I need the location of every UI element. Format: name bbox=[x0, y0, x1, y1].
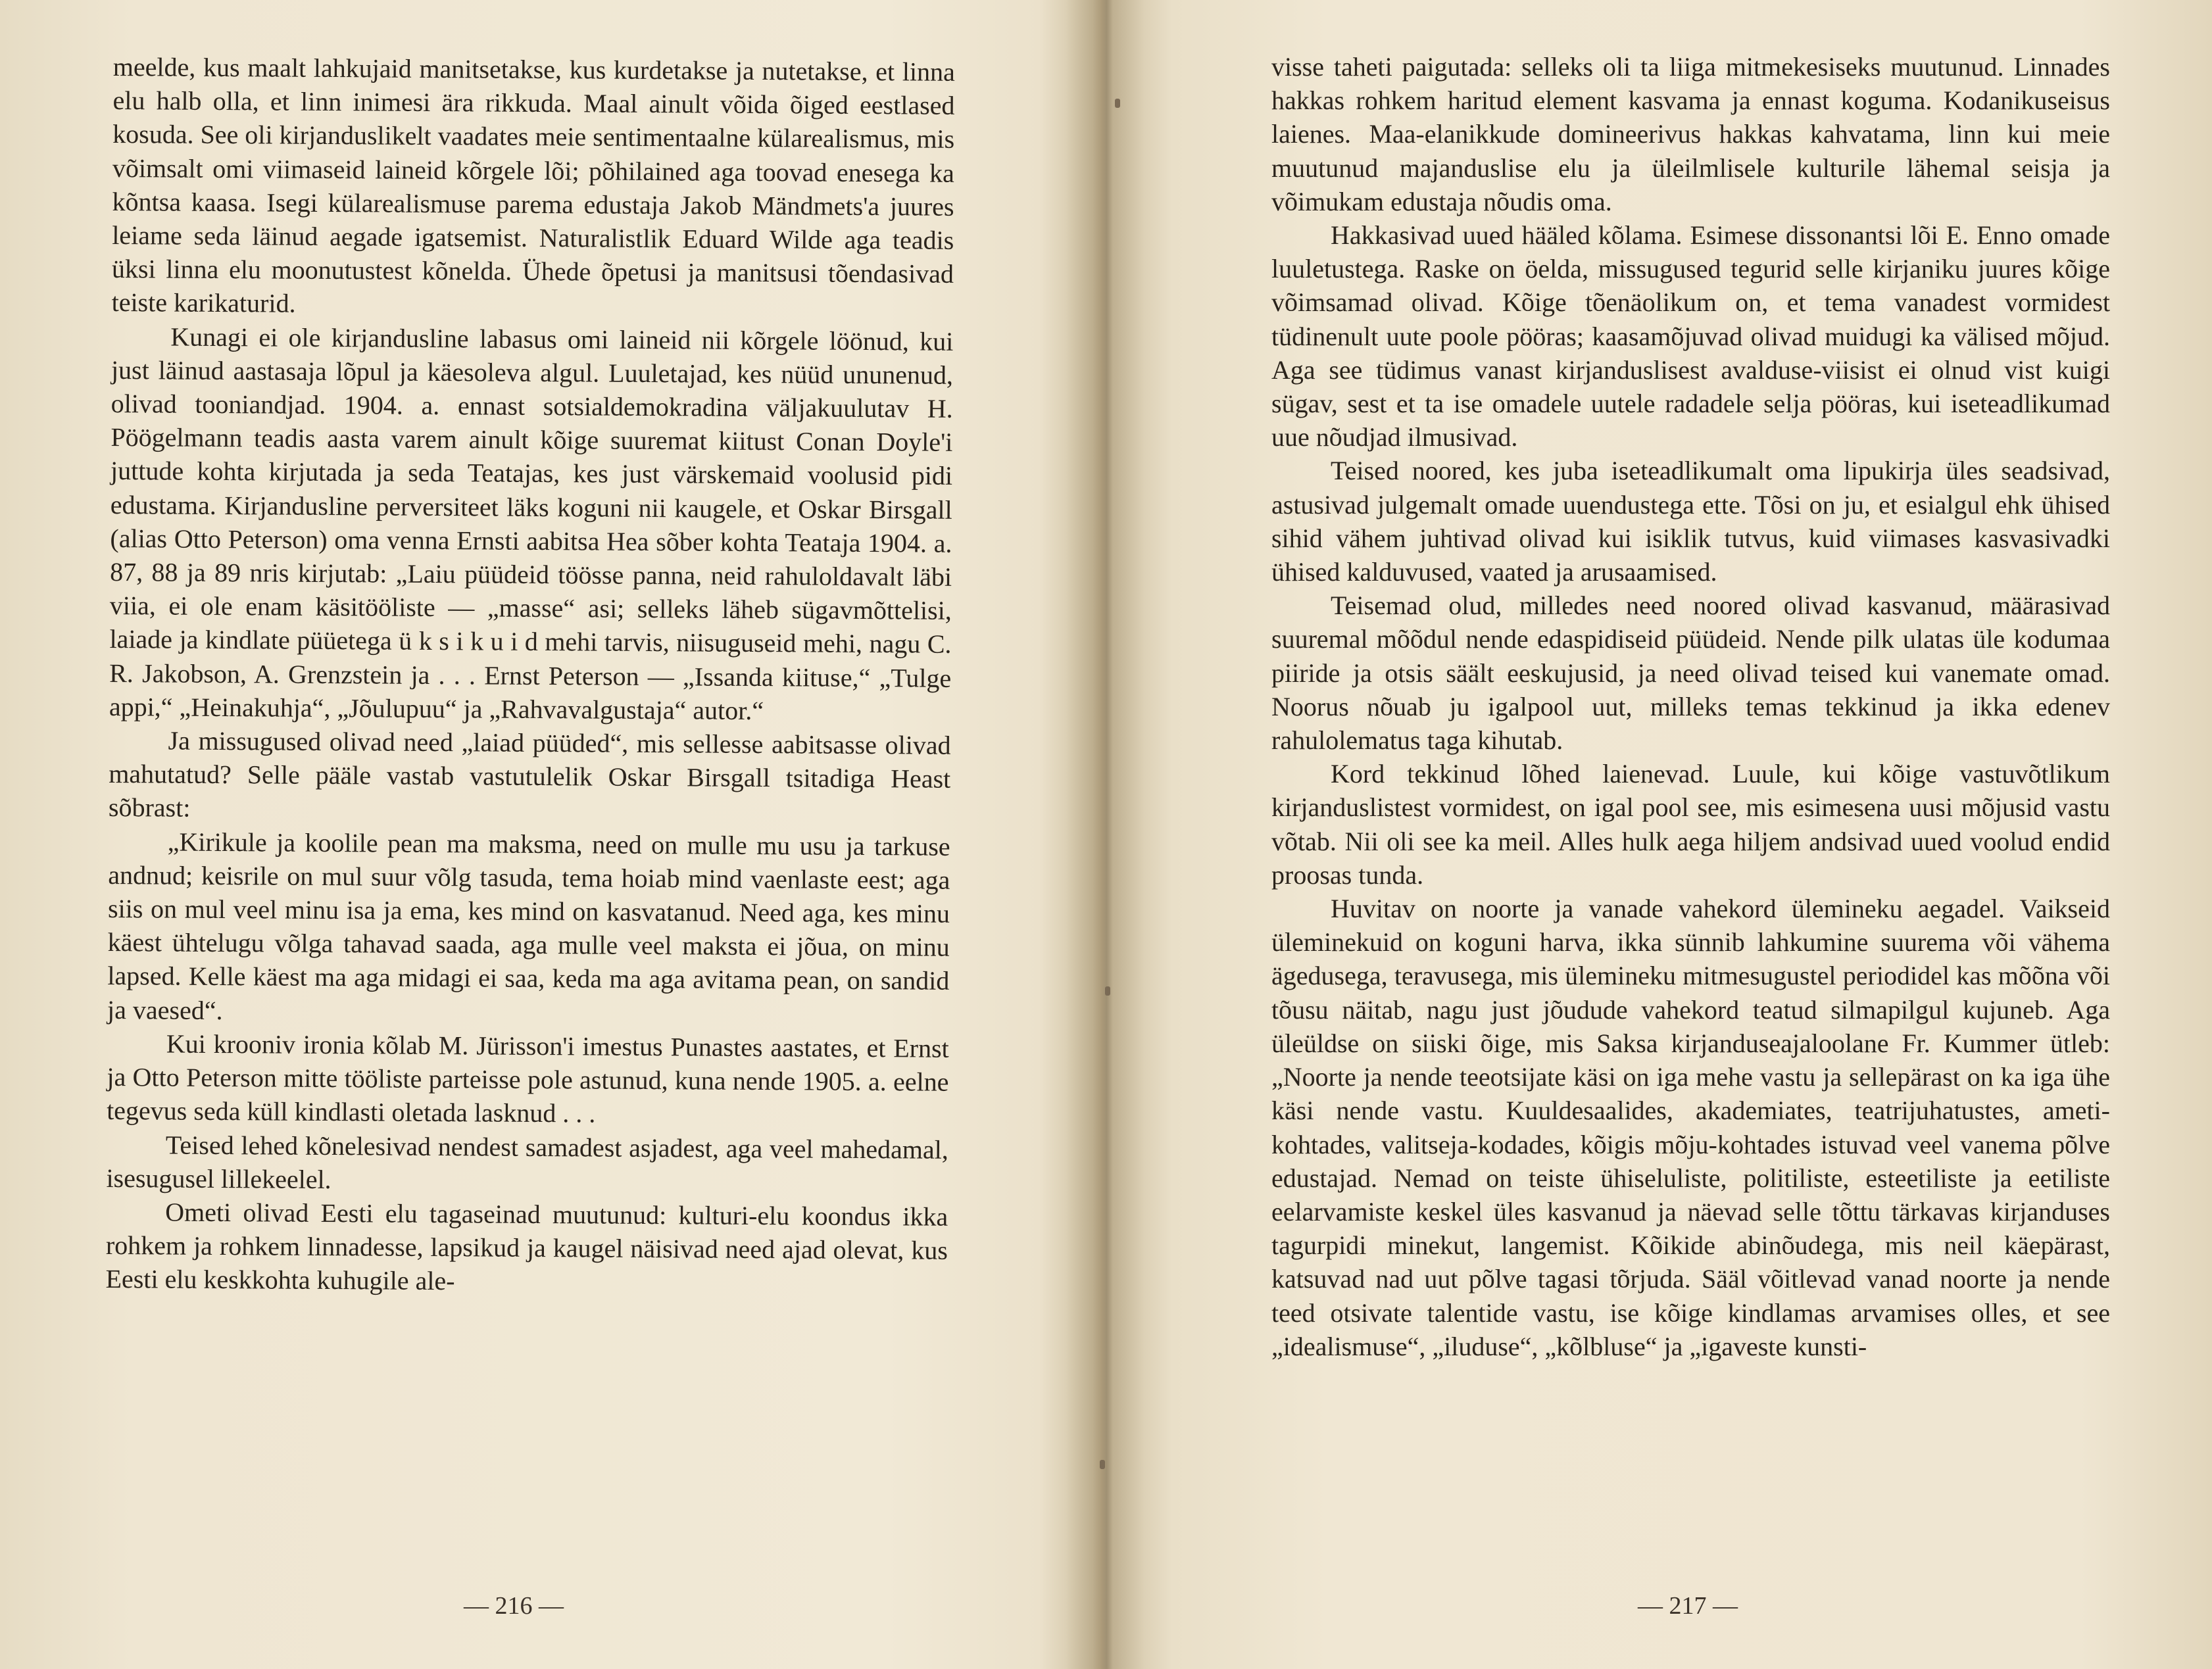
paragraph: Ja missugused olivad need „laiad püüded“, mis sellesse aabitsasse olivad mahutatud? Selle pääle vastab vastutulelik Oskar Birsgall tsitadiga Heast sõbrast: bbox=[108, 725, 951, 823]
paragraph: Kunagi ei ole kirjanduslinе labasus omi laineid nii kõrgele löönud, kui just läinud aastasaja lõpul ja käesoleva algul. Luuletajad, kes nüüd ununenud, olivad tooniandjad. 1904. a. ennast sotsialdemokradina väljakuulutav H. Pöögelmann teadis aasta varem ainult kõige suuremat kiitust Conan Doyle'i juttude kohta kirjutada ja seda Teatajas, kes just värskemaid voolusid pidi edustama. Kirjanduslinе perversiteet läks koguni nii kaugele, et Oskar Birsgall (alias Otto Peterson) oma venna Ernsti aabitsa Hea sõber kohta Teataja 1904. a. 87, 88 ja 89 nris kirjutab: „Laiu püüdeid töösse panna, neid rahuloldavalt läbi viia, ei ole enam käsitööliste — „masse“ asi; selleks läheb sügavmõttelisi, laiade ja kindlate püüetega ü k s i k u i d mehi tarvis, niisuguseid mehi, nagu C. R. Jakobson, A. Grenzstein ja . . . Ernst Peterson — „Issanda kiituse,“ „Tulge appi,“ „Heinakuhja“, „Jõulupuu“ ja „Rahvavalgustaja“ autor.“ bbox=[109, 322, 954, 725]
paragraph: Hakkasivad uued hääled kõlama. Esimese dissonantsi lõi E. Enno omade luuletustega. Raske on öelda, missugused tegurid selle kirjaniku juures kõige võimsamad olivad. Kõige tõenäolikum on, et tema vanadest vormidest tüdinenult uute poole pööras; kaasamõjuvad olivad muidugi ka välised mõjud. Aga see tüdimus vanast kirjanduslisest avalduse-viisist ei olnud vist kuigi sügav, sest et ta ise omadele uutele radadele selja pööras, kui iseteadlikumad uue nõudjad ilmusivad. bbox=[1271, 220, 2110, 452]
page-number: — 216 — bbox=[464, 1592, 564, 1620]
paragraph: Teised noored, kes juba iseteadlikumalt oma lipukirja üles seadsivad, astusivad julgemalt omade uuendustega ette. Tõsi on ju, et esialgul ehk ühised sihid vähem juhtivad olivad kui isiklik tutvus, kuid viimases kasvasivadki ühised kalduvused, vaated ja arusaamised. bbox=[1271, 456, 2110, 587]
paragraph: Kui krooniv ironia kõlab M. Jürisson'i imestus Punastes aastates, et Ernst ja Otto Peterson mitte tööliste parteisse pole astunud, kuna nende 1905. a. eelne tegevus seda küll kindlasti oletada lasknud . . . bbox=[107, 1028, 949, 1128]
binding-mark bbox=[1105, 986, 1110, 996]
paragraph: visse taheti paigutada: selleks oli ta liiga mitmekesiseks muutunud. Linnades hakkas rohkem haritud element kasvama ja ennast koguma. Kodanikuseisus laienes. Maa-elanikkude domineerivus hakkas kahvatama, linn kui meie muutunud majanduslise elu ja üleilmlisele kulturile lähemal seisja ja võimukam edustaja nõudis oma. bbox=[1271, 52, 2110, 216]
right-page-text bbox=[1271, 50, 2110, 1363]
paragraph: Teisemad olud, milledes need noored olivad kasvanud, määrasivad suuremal mõõdul nende edaspidiseid püüdeid. Nende pilk ulatas üle kodumaa piiride ja otsis säält eeskujusid, ja need olivad teised kui vanemate omad. Noorus nõuab ju igalpool uut, milleks temas tekkinud ja ikka edenev rahulolematus taga kihutab. bbox=[1271, 591, 2110, 756]
left-page-text bbox=[105, 50, 955, 1301]
paragraph: Ometi olivad Eesti elu tagaseinad muutunud: kulturi-elu koondus ikka rohkem ja rohkem linnadesse, lapsikud ja kaugel näisivad need ajad olevat, kus Eesti elu keskkohta kuhugile ale- bbox=[105, 1197, 948, 1296]
paragraph: meelde, kus maalt lahkujaid manitsetakse, kus kurdetakse ja nutetakse, et linna elu halb olla, et linn inimesi ära rikkuda. Maal ainult võida õiged eestlased kosuda. See oli kirjanduslikelt vaadates meie sentimentaalne külarealismus, mis võimsalt omi viimaseid laineid kõrgele lõi; põhilained aga toovad enesega ka kõntsa kaasa. Isegi külarealismuse parema edustaja Jakob Mändmets'a juures leiame seda läinud aegade igatsemist. Naturalistlik Eduard Wilde aga teadis üksi linna elu moonutustest kõnelda. Ühede õpetusi ja manitsusi tõendasivad teiste karikaturid. bbox=[111, 51, 955, 319]
paragraph: Teised lehed kõnelesivad nendest samadest asjadest, aga veel mahedamal, isesugusel lillekeelel. bbox=[106, 1130, 948, 1194]
page-number: — 217 — bbox=[1638, 1592, 1738, 1620]
binding-mark bbox=[1100, 1460, 1105, 1469]
binding-mark bbox=[1115, 99, 1120, 108]
left-page bbox=[0, 0, 1085, 1669]
right-page bbox=[1118, 0, 2212, 1669]
paragraph: Kord tekkinud lõhed laienevad. Luule, kui kõige vastuvõtlikum kirjanduslistest vormidest, on igal pool see, mis esimesena uusi mõjusid vastu võtab. Nii oli see ka meil. Alles hulk aega hiljem andsivad uued voolud endid proosas tunda. bbox=[1271, 759, 2110, 890]
paragraph: „Kirikule ja koolile pean ma maksma, need on mulle mu usu ja tarkuse andnud; keisrile on mul suur võlg tasuda, tema hoiab mind vaenlaste eest; aga siis on mul veel minu isa ja ema, kes mind on kasvatanud. Need aga, kes minu käest ühtelugu võlga tahavad saada, aga mulle veel maksta ei jõua, on minu lapsed. Kelle käest ma aga midagi ei saa, keda ma aga avitama pean, on sandid ja vaesed“. bbox=[107, 827, 950, 1025]
paragraph: Huvitav on noorte ja vanade vahekord ülemineku aegadel. Vaikseid üleminekuid on koguni harva, ikka sünnib lahkumine suurema või vähema ägedusega, teravusega, mis ülemineku mitmesugustel periodidel kas mõõna või tõusu näitab, nagu just jõudude vahekord teatud silmapilgul kujuneb. Aga üleüldse on siiski õige, mis Saksa kirjanduseajaloolane Fr. Kummer ütleb: „Noorte ja nende teeotsijate käsi on iga mehe vastu ja sellepärast on ka iga ühe käsi nende vastu. Kuuldesaalides, akademiates, teatrijuhatustes, ameti-kohtades, valitseja-kodades, kõigis mõju-kohtades istuvad veel vanema põlve edustajad. Nemad on teiste ühiseluliste, politiliste, esteetiliste ja eetiliste eelarvamiste keskel üles kasvanud ja näevad selle tõttu tärkavas kirjanduses tagurpidi minekut, langemist. Kõikide abinõudega, mis neil käepärast, katsuvad nad uut põlve tagasi tõrjuda. Sääl võitlevad vanad noorte ja nende teed otsivate talentide vastu, ise kõige kindlamas arvamises olles, et see „idealismuse“, „iluduse“, „kõlbluse“ ja „igaveste kunsti- bbox=[1271, 894, 2110, 1361]
